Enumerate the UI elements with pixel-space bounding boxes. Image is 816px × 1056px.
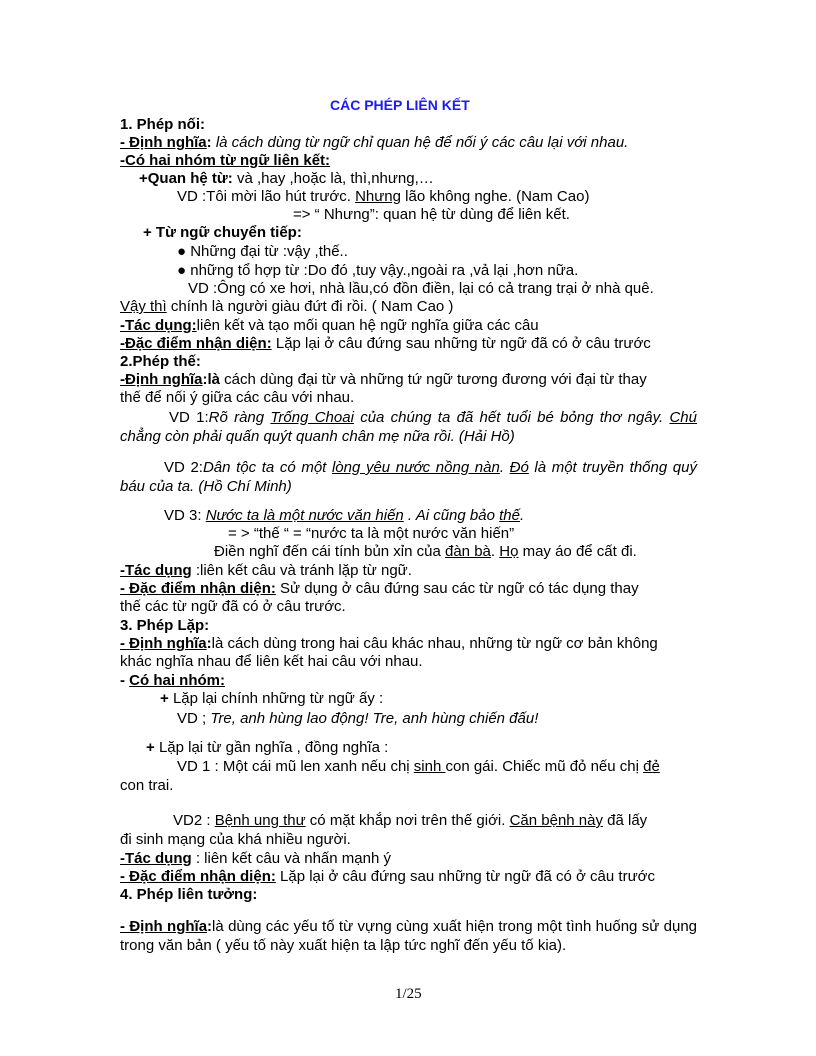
repeat-group-1: + Lặp lại chính những từ ngữ ấy : [160,690,384,707]
substitution-example-1: VD 1:Rõ ràng Trống Choai của chúng ta đã hết tuổi bé bỏng thơ ngây. Chú chẳng còn phải quấn quýt quanh chân mẹ nữa rồi. (Hải Hồ) [120,409,697,445]
list-item: ● những tổ hợp từ :Do đó ,tuy vậy.,ngoài ra ,vả lại ,hơn nữa. [177,262,579,279]
transition-example-cont: Vậy thì chính là người giàu đứt đi rồi. ( Nam Cao ) [120,298,454,315]
transition-example: VD :Ông có xe hơi, nhà lầu,có đồn điền, lại có cả trang trại ở nhà quê. [188,280,654,297]
section-3-effect: -Tác dụng : liên kết câu và nhấn mạnh ý [120,850,391,867]
list-item: ● Những đại từ :vậy ,thế.. [177,243,348,260]
section-1-heading: 1. Phép nối: [120,116,206,133]
section-2-heading: 2.Phép thế: [120,353,201,370]
substitution-example-2: VD 2:Dân tộc ta có một lòng yêu nước nồng nàn. Đó là một truyền thống quý báu của ta. (Hồ Chí Minh) [120,459,697,495]
repeat-group-2-example-1: VD 1 : Một cái mũ len xanh nếu chị sinh con gái. Chiếc mũ đỏ nếu chị đẻ [177,758,660,775]
section-3-feature: - Đặc điểm nhận diện: Lặp lại ở câu đứng sau những từ ngữ đã có ở câu trước [120,868,655,885]
section-2-effect: -Tác dụng :liên kết câu và tránh lặp từ ngữ. [120,562,412,579]
repeat-group-2-example-1-cont: con trai. [120,777,174,794]
section-3-groups: - Có hai nhóm: [120,672,225,689]
section-3-definition-cont: khác nghĩa nhau để liên kết hai câu với nhau. [120,653,423,670]
section-1-definition: - Định nghĩa: là cách dùng từ ngữ chỉ quan hệ để nối ý các câu lại với nhau. [120,134,629,151]
repeat-group-2-example-2: VD2 : Bệnh ung thư có mặt khắp nơi trên thế giới. Căn bệnh này đã lấy [173,812,648,829]
section-1-groups: -Có hai nhóm từ ngữ liên kết: [120,152,331,169]
section-2-definition: -Định nghĩa:là cách dùng đại từ và những tứ ngữ tương đương với đại từ thay [120,371,647,388]
section-1-effect: -Tác dụng:liên kết và tạo mối quan hệ ngữ nghĩa giữa các câu [120,317,539,334]
section-4-heading: 4. Phép liên tưởng: [120,886,258,903]
relation-example-note: => “ Nhưng”: quan hệ từ dùng để liên kết. [293,206,570,223]
substitution-example-4: Điền nghĩ đến cái tính bủn xỉn của đàn bà. Họ may áo để cất đi. [214,543,637,560]
page-number: 1/25 [395,986,422,1002]
repeat-group-2: + Lặp lại từ gần nghĩa , đồng nghĩa : [146,739,389,756]
transition-words-heading: + Từ ngữ chuyển tiếp: [143,224,302,241]
section-3-heading: 3. Phép Lặp: [120,617,210,634]
section-3-definition: - Định nghĩa:là cách dùng trong hai câu khác nhau, những từ ngữ cơ bản không [120,635,658,652]
repeat-group-1-example: VD ; Tre, anh hùng lao động! Tre, anh hùng chiến đấu! [177,710,539,727]
substitution-example-3: VD 3: Nước ta là một nước văn hiến . Ai cũng bảo thế. [164,507,525,524]
section-2-definition-cont: thế để nối ý giữa các câu với nhau. [120,389,355,406]
section-2-feature-cont: thế các từ ngữ đã có ở câu trước. [120,598,346,615]
page-title: CÁC PHÉP LIÊN KẾT [330,97,470,113]
relation-example: VD :Tôi mời lão hút trước. Nhưng lão không nghe. (Nam Cao) [177,188,590,205]
relation-words-line: +Quan hệ từ: và ,hay ,hoặc là, thì,nhưng,… [139,170,434,187]
section-2-feature: - Đặc điểm nhận diện: Sử dụng ở câu đứng sau các từ ngữ có tác dụng thay [120,580,639,597]
section-1-feature: -Đặc điểm nhận diện: Lặp lại ở câu đứng sau những từ ngữ đã có ở câu trước [120,335,651,352]
repeat-group-2-example-2-cont: đi sinh mạng của khá nhiều người. [120,831,351,848]
substitution-example-3-note: = > “thế “ = “nước ta là một nước văn hiến” [228,525,515,542]
section-4-definition: - Định nghĩa:là dùng các yếu tố từ vựng cùng xuất hiện trong một tình huống sử dụng trong văn bản ( yếu tố này xuất hiện ta lập tức nghĩ đến yếu tố kia). [120,918,698,954]
